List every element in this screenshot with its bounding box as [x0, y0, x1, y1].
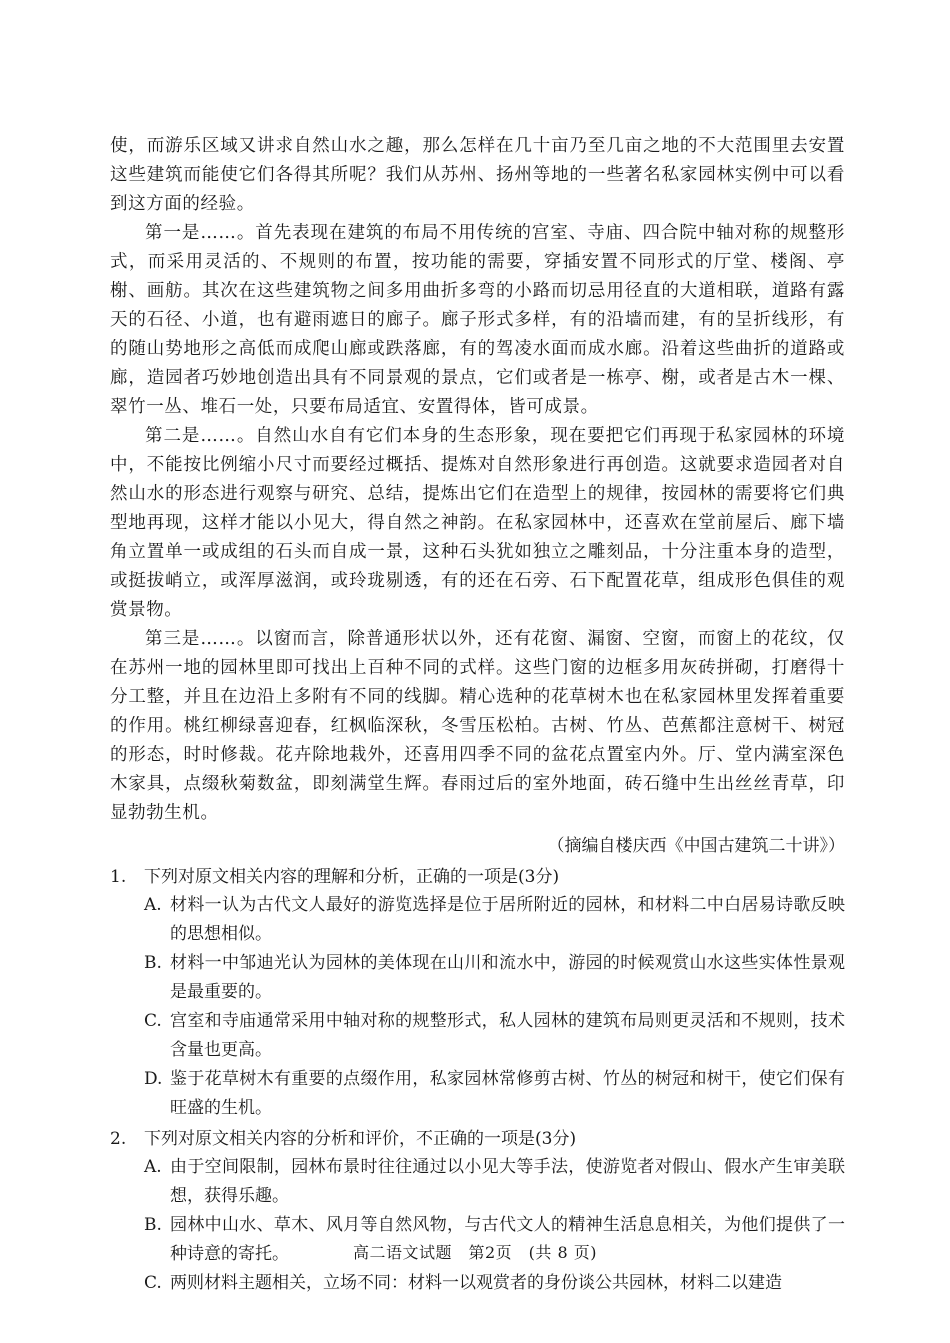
passage-paragraph-3: 第二是……。自然山水自有它们本身的生态形象，现在要把它们再现于私家园林的环境中，不能按比例缩小尺寸而要经过概括、提炼对自然形象进行再创造。这就要求造园者对自然山水的形态进行观察与研究、总结，提炼出它们在造型上的规律，按园林的需要将它们典型地再现，这样才能以小见大，得自然之神韵。在私家园林中，还喜欢在堂前屋后、廊下墙角立置单一或成组的石头而自成一景，这种石头犹如独立之雕刻品，十分注重本身的造型，或挺拔峭立，或浑厚滋润，或玲珑剔透，有的还在石旁、石下配置花草，组成形色俱佳的观赏景物。: [110, 426, 846, 620]
option-letter: A.: [144, 1157, 162, 1177]
option-c: [110, 1007, 845, 1065]
option-d: [110, 1065, 845, 1123]
option-a: [110, 1153, 845, 1211]
option-letter: B.: [144, 1215, 162, 1235]
exam-page-content: [110, 132, 845, 1298]
passage-paragraph-4: 第三是……。以窗而言，除普通形状以外，还有花窗、漏窗、空窗，而窗上的花纹，仅在苏州一地的园林里即可找出上百种不同的式样。这些门窗的边框多用灰砖拼砌，打磨得十分工整，并且在边沿上多附有不同的线脚。精心选种的花草树木也在私家园林里发挥着重要的作用。桃红柳绿喜迎春，红枫临深秋，冬雪压松柏。古树、竹丛、芭蕉都注意树干、树冠的形态，时时修裁。花卉除地栽外，还喜用四季不同的盆花点置室内外。厅、堂内满室深色木家具，点缀秋菊数盆，即刻满堂生辉。春雨过后的室外地面，砖石缝中生出丝丝青草，印显勃勃生机。: [110, 629, 846, 823]
option-letter: D.: [144, 1069, 163, 1089]
option-text: 宫室和寺庙通常采用中轴对称的规整形式，私人园林的建筑布局则更灵活和不规则，技术含量也更高。: [170, 1011, 845, 1060]
option-text: 材料一认为古代文人最好的游览选择是位于居所附近的园林，和材料二中白居易诗歌反映的思想相似。: [170, 895, 845, 944]
question-stem: [110, 863, 845, 891]
option-letter: C.: [144, 1273, 162, 1293]
passage-paragraph-1: 使，而游乐区域又讲求自然山水之趣，那么怎样在几十亩乃至几亩之地的不大范围里去安置这些建筑而能使它们各得其所呢？我们从苏州、扬州等地的一些著名私家园林实例中可以看到这方面的经验。: [110, 136, 845, 214]
question-number: 1.: [110, 867, 127, 887]
passage-source-citation: （摘编自楼庆西《中国古建筑二十讲》）: [547, 836, 845, 856]
option-a: [110, 891, 845, 949]
option-text: 园林中山水、草木、风月等自然风物，与古代文人的精神生活息息相关，为他们提供了一种诗意的寄托。: [170, 1215, 845, 1264]
option-b: [110, 949, 845, 1007]
option-text: 鉴于花草树木有重要的点缀作用，私家园林常修剪古树、竹丛的树冠和树干，使它们保有旺盛的生机。: [170, 1069, 845, 1118]
option-c: [110, 1269, 845, 1298]
question-1: [110, 863, 845, 1123]
option-text: 两则材料主题相关，立场不同：材料一以观赏者的身份谈公共园林，材料二以建造: [170, 1273, 782, 1293]
page-footer: 高二语文试题 第2页 (共 8 页): [352, 1243, 598, 1262]
option-letter: A.: [144, 895, 162, 915]
question-2: [110, 1125, 845, 1298]
question-number: 2.: [110, 1129, 127, 1149]
option-letter: B.: [144, 953, 162, 973]
option-text: 材料一中邹迪光认为园林的美体现在山川和流水中，游园的时候观赏山水这些实体性景观是最重要的。: [170, 953, 845, 1002]
option-letter: C.: [144, 1011, 162, 1031]
question-text: 下列对原文相关内容的理解和分析，正确的一项是(3分): [144, 867, 560, 887]
passage-paragraph-2: 第一是……。首先表现在建筑的布局不用传统的宫室、寺庙、四合院中轴对称的规整形式，而采用灵活的、不规则的布置，按功能的需要，穿插安置不同形式的厅堂、楼阁、亭榭、画舫。其次在这些建筑物之间多用曲折多弯的小路而切忌用径直的大道相联，道路有露天的石径、小道，也有避雨遮日的廊子。廊子形式多样，有的沿墙而建，有的呈折线形，有的随山势地形之高低而成爬山廊或跌落廊，有的驾凌水面而成水廊。沿着这些曲折的道路或廊，造园者巧妙地创造出具有不同景观的景点，它们或者是一栋亭、榭，或者是古木一棵、翠竹一丛、堆石一处，只要布局适宜、安置得体，皆可成景。: [110, 223, 846, 417]
option-text: 由于空间限制，园林布景时往往通过以小见大等手法，使游览者对假山、假水产生审美联想，获得乐趣。: [170, 1157, 845, 1206]
question-stem: [110, 1125, 845, 1153]
question-text: 下列对原文相关内容的分析和评价，不正确的一项是(3分): [144, 1129, 577, 1149]
